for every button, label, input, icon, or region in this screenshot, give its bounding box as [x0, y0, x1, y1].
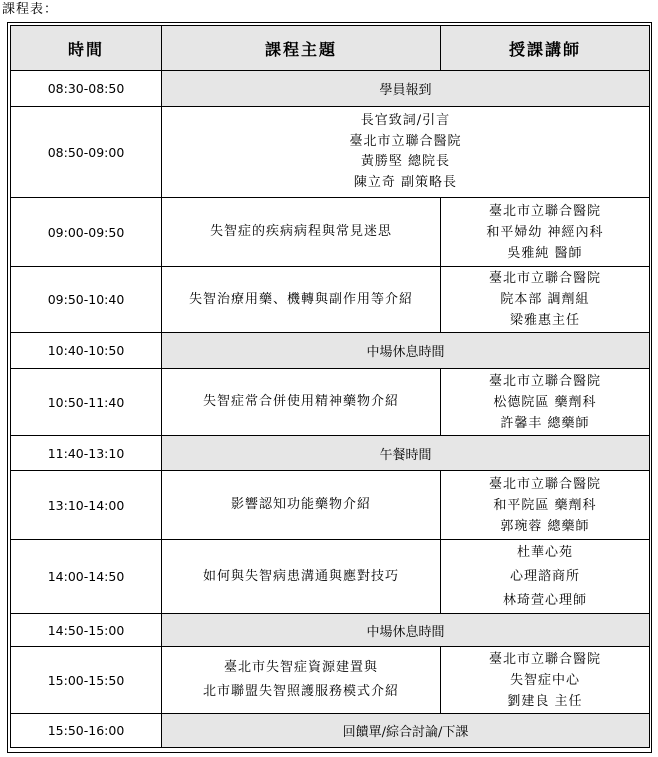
merged-cell: 中場休息時間 — [162, 614, 650, 647]
table-row — [11, 267, 650, 333]
instructor-line: 心理諮商所 — [509, 568, 580, 584]
merged-cell: 午餐時間 — [162, 436, 650, 471]
instructor-line: 臺北市立聯合醫院 — [488, 476, 601, 492]
welcome-line: 長官致詞/引言 — [360, 113, 451, 128]
instructor-cell — [441, 198, 650, 267]
topic-line: 失智症的疾病病程與常見迷思 — [209, 224, 392, 239]
topic-line: 失智症常合併使用精神藥物介紹 — [202, 394, 399, 409]
merged-cell: 學員報到 — [162, 71, 650, 107]
instructor-line: 梁雅惠主任 — [509, 313, 580, 328]
time-cell: 13:10-14:00 — [11, 471, 162, 540]
topic-line: 如何與失智病患溝通與應對技巧 — [202, 568, 399, 584]
topic-cell — [162, 198, 441, 267]
topic-line: 北市聯盟失智照護服務模式介紹 — [202, 684, 399, 699]
header-time: 時間 — [11, 26, 162, 71]
table-row — [11, 107, 650, 198]
time-cell: 15:00-15:50 — [11, 647, 162, 714]
schedule-table — [10, 25, 650, 748]
welcome-line: 臺北市立聯合醫院 — [349, 133, 462, 149]
table-row — [11, 369, 650, 436]
instructor-line: 許馨丰 總藥師 — [500, 415, 590, 431]
instructor-cell — [441, 647, 650, 714]
time-cell: 14:00-14:50 — [11, 540, 162, 614]
instructor-line: 失智症中心 — [509, 672, 580, 688]
time-cell: 09:00-09:50 — [11, 198, 162, 267]
time-cell: 15:50-16:00 — [11, 714, 162, 748]
topic-cell — [162, 369, 441, 436]
merged-cell: 回饋單/綜合討論/下課 — [162, 714, 650, 748]
time-cell: 14:50-15:00 — [11, 614, 162, 647]
header-instructor: 授課講師 — [441, 26, 650, 71]
table-row — [11, 333, 650, 369]
welcome-cell — [162, 107, 650, 198]
time-cell: 09:50-10:40 — [11, 267, 162, 333]
topic-line: 臺北市失智症資源建置與 — [223, 660, 378, 675]
topic-line: 失智治療用藥、機轉與副作用等介紹 — [188, 291, 413, 307]
instructor-line: 臺北市立聯合醫院 — [488, 203, 601, 219]
header-row — [11, 26, 650, 71]
instructor-line: 劉建良 主任 — [507, 693, 583, 709]
instructor-line: 臺北市立聯合醫院 — [488, 373, 601, 389]
table-row — [11, 714, 650, 748]
topic-cell — [162, 647, 441, 714]
time-cell: 10:50-11:40 — [11, 369, 162, 436]
topic-line: 影響認知功能藥物介紹 — [230, 497, 371, 512]
topic-cell — [162, 471, 441, 540]
instructor-line: 吳雅純 醫師 — [507, 245, 583, 261]
time-cell: 11:40-13:10 — [11, 436, 162, 471]
instructor-line: 院本部 調劑組 — [500, 292, 590, 307]
table-row — [11, 71, 650, 107]
time-cell: 08:30-08:50 — [11, 71, 162, 107]
instructor-line: 杜華心苑 — [516, 544, 573, 560]
merged-cell: 中場休息時間 — [162, 333, 650, 369]
instructor-line: 臺北市立聯合醫院 — [488, 271, 601, 286]
instructor-line: 和平婦幼 神經內科 — [486, 224, 604, 240]
time-cell: 08:50-09:00 — [11, 107, 162, 198]
instructor-cell — [441, 267, 650, 333]
table-row — [11, 198, 650, 267]
table-row — [11, 436, 650, 471]
instructor-line: 松德院區 藥劑科 — [493, 394, 597, 410]
header-topic: 課程主題 — [162, 26, 441, 71]
topic-cell — [162, 540, 441, 614]
instructor-line: 和平院區 藥劑科 — [493, 497, 597, 513]
table-row — [11, 647, 650, 714]
welcome-line: 黃勝堅 總院長 — [360, 154, 451, 169]
instructor-line: 臺北市立聯合醫院 — [488, 651, 601, 667]
instructor-cell — [441, 540, 650, 614]
instructor-cell — [441, 369, 650, 436]
table-row — [11, 614, 650, 647]
table-row — [11, 471, 650, 540]
instructor-line: 林琦萱心理師 — [502, 592, 587, 608]
topic-cell — [162, 267, 441, 333]
table-row — [11, 540, 650, 614]
welcome-line: 陳立奇 副策略長 — [353, 174, 458, 190]
time-cell: 10:40-10:50 — [11, 333, 162, 369]
instructor-line: 郭琬蓉 總藥師 — [500, 518, 590, 534]
schedule-caption: 課程表： — [2, 2, 59, 17]
instructor-cell — [441, 471, 650, 540]
